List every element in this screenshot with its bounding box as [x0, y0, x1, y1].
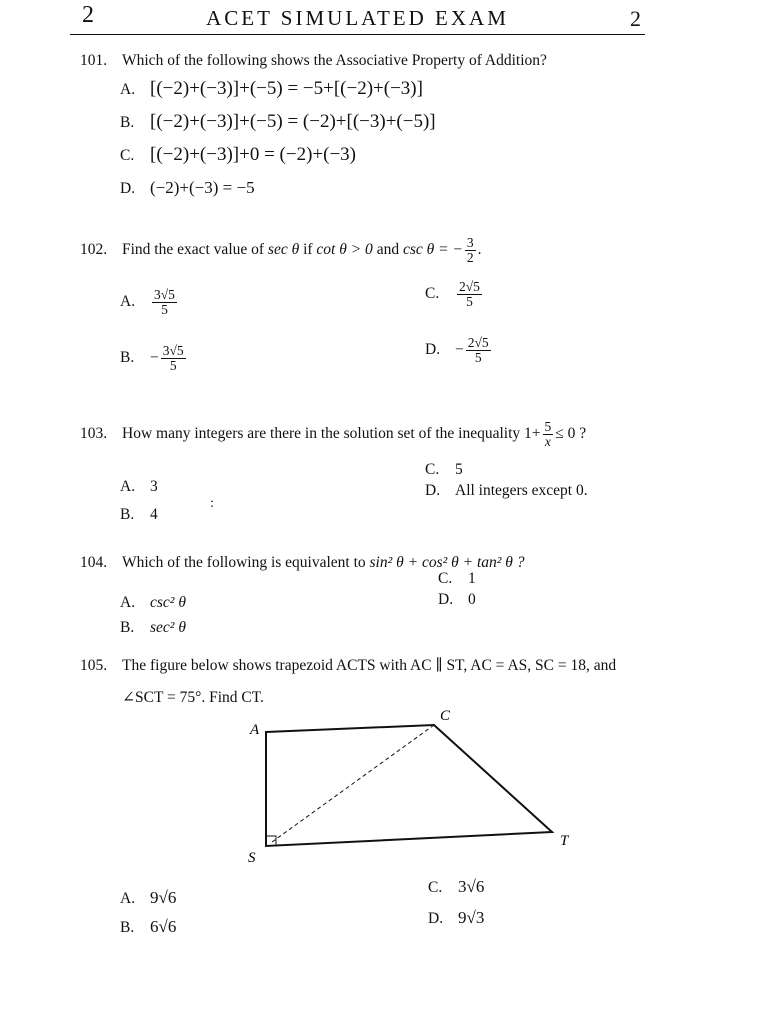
q105-option-d[interactable]: D. 9√3 — [428, 908, 485, 927]
q103-option-d[interactable]: D. All integers except 0. — [425, 482, 588, 499]
question-number: 102. — [80, 241, 108, 259]
question-number: 104. — [80, 554, 108, 571]
label-c: C — [440, 708, 451, 724]
q104-option-b[interactable]: B. sec² θ — [120, 619, 186, 636]
question-text: Which of the following shows the Associative Property of Addition? — [122, 52, 547, 69]
question-105-line2: ∠SCT = 75°. Find CT. — [122, 689, 264, 706]
q104-option-d[interactable]: D. 0 — [438, 591, 476, 608]
diagonal-sc — [272, 725, 434, 842]
q104-option-a[interactable]: A. csc² θ — [120, 594, 186, 611]
question-number: 101. — [80, 52, 108, 69]
q101-option-d[interactable]: D. (−2)+(−3) = −5 — [120, 178, 255, 197]
q102-option-c[interactable]: C. $\frac{2√5}{5}$ — [425, 279, 480, 310]
q103-option-b[interactable]: B. 4 — [120, 506, 158, 523]
q105-option-b[interactable]: B. 6√6 — [120, 917, 177, 936]
label-s: S — [248, 850, 256, 866]
question-104: 104. Which of the following is equivalent to sin² θ + cos² θ + tan² θ ? — [80, 554, 525, 571]
q101-option-b[interactable]: B. [(−2)+(−3)]+(−5) = (−2)+[(−3)+(−5)] — [120, 111, 436, 132]
page-header — [70, 4, 645, 35]
right-angle-mark — [266, 836, 276, 846]
question-102: 102. Find the exact value of sec θ if cot θ > 0 and csc θ = − $\frac{3}{2}$ . — [80, 235, 482, 266]
label-t: T — [560, 833, 569, 849]
page-number-left: 2 — [82, 2, 94, 28]
q103-option-c[interactable]: C. 5 — [425, 461, 463, 478]
label-a: A — [250, 722, 260, 738]
question-number: 103. — [80, 425, 108, 443]
q102-option-a[interactable]: A. $\frac{3√5}{5}$ — [120, 287, 175, 318]
page-number-right: 2 — [630, 6, 641, 31]
question-number: 105. — [80, 657, 108, 674]
q105-option-c[interactable]: C. 3√6 — [428, 877, 485, 896]
q102-option-b[interactable]: B. − $\frac{3√5}{5}$ — [120, 343, 184, 374]
question-103: 103. How many integers are there in the solution set of the inequality 1+ $\frac{5}{x}$ ≤ 0 ? — [80, 419, 587, 450]
trapezoid-figure — [240, 700, 580, 870]
question-101 — [80, 52, 547, 70]
stray-mark: : — [210, 496, 214, 511]
q104-option-c[interactable]: C. 1 — [438, 570, 476, 587]
q103-option-a[interactable]: A. 3 — [120, 478, 158, 495]
q101-option-a[interactable]: A. [(−2)+(−3)]+(−5) = −5+[(−2)+(−3)] — [120, 78, 423, 99]
q101-option-c[interactable]: C. [(−2)+(−3)]+0 = (−2)+(−3) — [120, 144, 356, 165]
q105-option-a[interactable]: A. 9√6 — [120, 888, 177, 907]
q102-option-d[interactable]: D. − $\frac{2√5}{5}$ — [425, 335, 489, 366]
exam-title: ACET SIMULATED EXAM — [206, 6, 509, 30]
question-105: 105. The figure below shows trapezoid ACTS with AC ∥ ST, AC = AS, SC = 18, and — [80, 657, 617, 674]
